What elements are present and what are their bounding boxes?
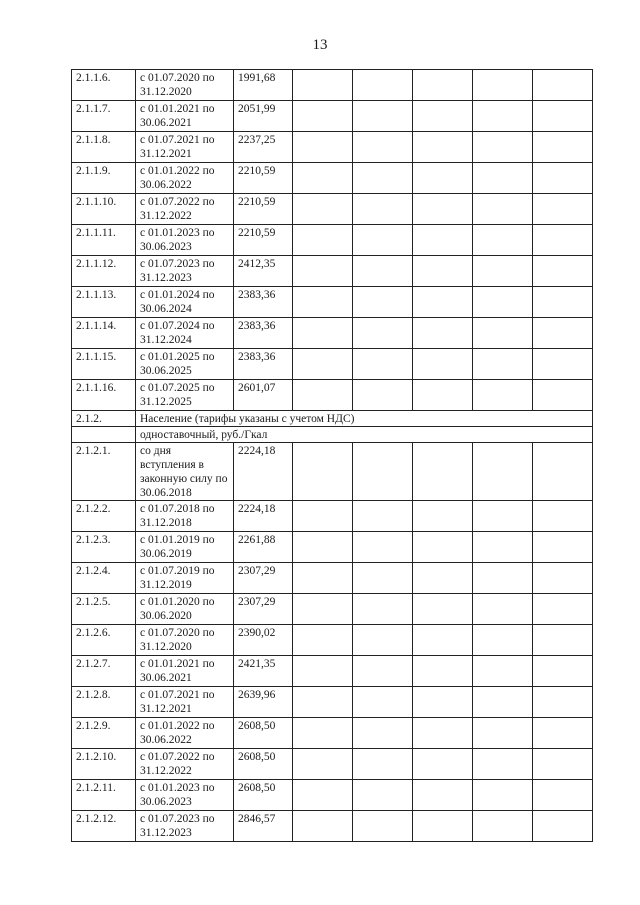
empty-cell <box>293 532 353 563</box>
empty-cell <box>293 349 353 380</box>
row-value: 2608,50 <box>234 718 293 749</box>
row-number: 2.1.2.12. <box>72 811 136 842</box>
empty-cell <box>413 687 473 718</box>
empty-cell <box>413 318 473 349</box>
row-number: 2.1.1.10. <box>72 194 136 225</box>
row-number: 2.1.1.14. <box>72 318 136 349</box>
row-number: 2.1.1.6. <box>72 70 136 101</box>
empty-cell <box>473 101 533 132</box>
table-row <box>72 811 593 842</box>
empty-cell <box>473 594 533 625</box>
empty-cell <box>533 225 593 256</box>
table-row <box>72 287 593 318</box>
empty-cell <box>473 443 533 501</box>
row-value: 2601,07 <box>234 380 293 411</box>
empty-cell <box>293 563 353 594</box>
table-row <box>72 70 593 101</box>
empty-cell <box>293 318 353 349</box>
empty-cell <box>533 349 593 380</box>
empty-cell <box>293 380 353 411</box>
row-period: с 01.07.2024 по 31.12.2024 <box>136 318 234 349</box>
table-row <box>72 318 593 349</box>
empty-cell <box>413 532 473 563</box>
empty-cell <box>353 163 413 194</box>
empty-cell <box>413 101 473 132</box>
row-number: 2.1.2.1. <box>72 443 136 501</box>
section-subtitle: одноставочный, руб./Гкал <box>136 427 593 443</box>
empty-cell <box>533 718 593 749</box>
row-number: 2.1.2.4. <box>72 563 136 594</box>
table-row <box>72 501 593 532</box>
row-period: с 01.01.2023 по 30.06.2023 <box>136 780 234 811</box>
empty-cell <box>473 380 533 411</box>
row-value: 2210,59 <box>234 225 293 256</box>
row-number: 2.1.2.9. <box>72 718 136 749</box>
empty-cell <box>293 811 353 842</box>
row-value: 2383,36 <box>234 349 293 380</box>
table-row <box>72 163 593 194</box>
empty-cell <box>413 718 473 749</box>
empty-cell <box>413 70 473 101</box>
row-number: 2.1.2.3. <box>72 532 136 563</box>
page-number: 13 <box>312 37 328 53</box>
empty-cell <box>353 656 413 687</box>
table-row <box>72 256 593 287</box>
empty-cell <box>413 594 473 625</box>
empty-cell <box>533 656 593 687</box>
empty-cell <box>353 687 413 718</box>
section-row <box>72 411 593 427</box>
empty-cell <box>413 287 473 318</box>
empty-cell <box>473 718 533 749</box>
empty-cell <box>533 318 593 349</box>
empty-cell <box>473 563 533 594</box>
empty-cell <box>413 194 473 225</box>
table-row <box>72 749 593 780</box>
empty-cell <box>293 132 353 163</box>
row-value: 2051,99 <box>234 101 293 132</box>
empty-cell <box>293 101 353 132</box>
table-row <box>72 225 593 256</box>
table-row <box>72 443 593 501</box>
table-row <box>72 594 593 625</box>
empty-cell <box>293 594 353 625</box>
row-number: 2.1.1.16. <box>72 380 136 411</box>
row-value: 2237,25 <box>234 132 293 163</box>
empty-cell <box>353 318 413 349</box>
empty-cell <box>473 318 533 349</box>
empty-cell <box>293 749 353 780</box>
row-value: 2383,36 <box>234 287 293 318</box>
row-period: с 01.07.2025 по 31.12.2025 <box>136 380 234 411</box>
empty-cell <box>353 225 413 256</box>
empty-cell <box>413 780 473 811</box>
row-number: 2.1.2.7. <box>72 656 136 687</box>
empty-cell <box>413 656 473 687</box>
row-period: со дня вступления в законную силу по 30.06.2018 <box>136 443 234 501</box>
table-row <box>72 625 593 656</box>
empty-cell <box>533 70 593 101</box>
empty-cell <box>473 687 533 718</box>
empty-cell <box>353 625 413 656</box>
table-row <box>72 780 593 811</box>
empty-cell <box>293 501 353 532</box>
row-number: 2.1.2.10. <box>72 749 136 780</box>
empty-cell <box>293 163 353 194</box>
empty-cell <box>353 780 413 811</box>
empty-cell <box>353 811 413 842</box>
table-row <box>72 101 593 132</box>
empty-cell <box>353 349 413 380</box>
row-number: 2.1.2.11. <box>72 780 136 811</box>
empty-cell <box>533 811 593 842</box>
row-period: с 01.01.2021 по 30.06.2021 <box>136 101 234 132</box>
row-value: 2307,29 <box>234 594 293 625</box>
empty-cell <box>293 656 353 687</box>
row-period: с 01.07.2021 по 31.12.2021 <box>136 132 234 163</box>
row-period: с 01.01.2025 по 30.06.2025 <box>136 349 234 380</box>
tariff-table <box>71 69 593 842</box>
empty-cell <box>293 718 353 749</box>
empty-cell <box>413 749 473 780</box>
table-row <box>72 563 593 594</box>
empty-cell <box>293 625 353 656</box>
row-value: 2210,59 <box>234 163 293 194</box>
empty-cell <box>473 749 533 780</box>
row-number: 2.1.1.8. <box>72 132 136 163</box>
empty-cell <box>353 594 413 625</box>
empty-cell <box>473 70 533 101</box>
row-value: 2224,18 <box>234 443 293 501</box>
row-period: с 01.01.2022 по 30.06.2022 <box>136 718 234 749</box>
row-number: 2.1.2.2. <box>72 501 136 532</box>
row-number: 2.1.1.9. <box>72 163 136 194</box>
empty-cell <box>293 443 353 501</box>
section-number: 2.1.2. <box>72 411 136 427</box>
empty-cell <box>473 501 533 532</box>
empty-cell <box>353 256 413 287</box>
table-row <box>72 718 593 749</box>
empty-cell <box>293 225 353 256</box>
empty-cell <box>413 225 473 256</box>
empty-cell <box>293 287 353 318</box>
row-value: 2224,18 <box>234 501 293 532</box>
empty-cell <box>533 132 593 163</box>
section-title: Население (тарифы указаны с учетом НДС) <box>136 411 593 427</box>
empty-cell <box>293 780 353 811</box>
section-subtitle-row <box>72 427 593 443</box>
row-period: с 01.01.2019 по 30.06.2019 <box>136 532 234 563</box>
row-period: с 01.01.2024 по 30.06.2024 <box>136 287 234 318</box>
table-row <box>72 656 593 687</box>
row-period: с 01.07.2020 по 31.12.2020 <box>136 70 234 101</box>
row-number: 2.1.1.11. <box>72 225 136 256</box>
empty-cell <box>533 101 593 132</box>
empty-cell <box>353 443 413 501</box>
empty-cell <box>413 380 473 411</box>
row-value: 2421,35 <box>234 656 293 687</box>
empty-cell <box>413 163 473 194</box>
row-period: с 01.01.2021 по 30.06.2021 <box>136 656 234 687</box>
row-period: с 01.01.2023 по 30.06.2023 <box>136 225 234 256</box>
row-period: с 01.07.2023 по 31.12.2023 <box>136 256 234 287</box>
row-value: 2846,57 <box>234 811 293 842</box>
row-number: 2.1.2.8. <box>72 687 136 718</box>
empty-cell <box>353 501 413 532</box>
row-value: 1991,68 <box>234 70 293 101</box>
empty-cell <box>413 443 473 501</box>
empty-cell <box>353 194 413 225</box>
empty-cell <box>353 132 413 163</box>
row-value: 2412,35 <box>234 256 293 287</box>
empty-cell <box>353 101 413 132</box>
row-value: 2307,29 <box>234 563 293 594</box>
row-number: 2.1.1.12. <box>72 256 136 287</box>
table-row <box>72 132 593 163</box>
row-value: 2261,88 <box>234 532 293 563</box>
empty-cell <box>473 256 533 287</box>
row-value: 2210,59 <box>234 194 293 225</box>
empty-cell <box>533 594 593 625</box>
empty-cell <box>533 563 593 594</box>
empty-cell <box>533 163 593 194</box>
row-value: 2639,96 <box>234 687 293 718</box>
row-period: с 01.07.2022 по 31.12.2022 <box>136 194 234 225</box>
empty-cell <box>473 287 533 318</box>
row-period: с 01.07.2023 по 31.12.2023 <box>136 811 234 842</box>
empty-cell <box>473 132 533 163</box>
empty-cell <box>533 749 593 780</box>
row-period: с 01.07.2019 по 31.12.2019 <box>136 563 234 594</box>
empty-cell <box>413 501 473 532</box>
empty-cell <box>413 811 473 842</box>
empty-cell <box>533 532 593 563</box>
empty-cell <box>533 780 593 811</box>
empty-cell <box>533 194 593 225</box>
empty-cell <box>353 380 413 411</box>
table-row <box>72 194 593 225</box>
empty-cell <box>293 687 353 718</box>
empty-cell <box>353 287 413 318</box>
row-value: 2390,02 <box>234 625 293 656</box>
row-period: с 01.07.2022 по 31.12.2022 <box>136 749 234 780</box>
row-period: с 01.01.2020 по 30.06.2020 <box>136 594 234 625</box>
empty-cell <box>353 532 413 563</box>
empty-cell <box>353 70 413 101</box>
empty-cell <box>533 380 593 411</box>
empty-cell <box>473 349 533 380</box>
row-value: 2608,50 <box>234 749 293 780</box>
empty-cell <box>473 811 533 842</box>
empty-cell <box>473 225 533 256</box>
table-row <box>72 532 593 563</box>
row-value: 2383,36 <box>234 318 293 349</box>
empty-cell <box>533 687 593 718</box>
empty-cell <box>533 625 593 656</box>
empty-cell <box>353 749 413 780</box>
table-body-upper <box>72 70 593 411</box>
empty-cell <box>473 163 533 194</box>
table-row <box>72 349 593 380</box>
empty-cell <box>533 443 593 501</box>
empty-cell <box>533 256 593 287</box>
empty-cell <box>473 532 533 563</box>
empty-cell <box>293 70 353 101</box>
empty-cell <box>413 349 473 380</box>
row-period: с 01.07.2021 по 31.12.2021 <box>136 687 234 718</box>
empty-cell <box>473 625 533 656</box>
empty-cell <box>533 287 593 318</box>
table-row <box>72 380 593 411</box>
empty-cell <box>293 256 353 287</box>
empty-cell <box>473 194 533 225</box>
empty-cell <box>413 132 473 163</box>
row-number: 2.1.2.5. <box>72 594 136 625</box>
row-period: с 01.07.2018 по 31.12.2018 <box>136 501 234 532</box>
empty-cell <box>533 501 593 532</box>
empty-cell <box>293 194 353 225</box>
empty-cell <box>473 656 533 687</box>
row-period: с 01.01.2022 по 30.06.2022 <box>136 163 234 194</box>
table-row <box>72 687 593 718</box>
row-period: с 01.07.2020 по 31.12.2020 <box>136 625 234 656</box>
row-number: 2.1.1.15. <box>72 349 136 380</box>
row-number: 2.1.1.13. <box>72 287 136 318</box>
empty-cell <box>353 718 413 749</box>
section-header <box>72 411 593 443</box>
table-body-lower <box>72 443 593 842</box>
empty-cell <box>353 563 413 594</box>
empty-cell <box>413 625 473 656</box>
empty-cell <box>413 563 473 594</box>
empty-cell <box>473 780 533 811</box>
empty-cell <box>413 256 473 287</box>
row-number: 2.1.1.7. <box>72 101 136 132</box>
row-value: 2608,50 <box>234 780 293 811</box>
row-number: 2.1.2.6. <box>72 625 136 656</box>
section-subtitle-blank <box>72 427 136 443</box>
